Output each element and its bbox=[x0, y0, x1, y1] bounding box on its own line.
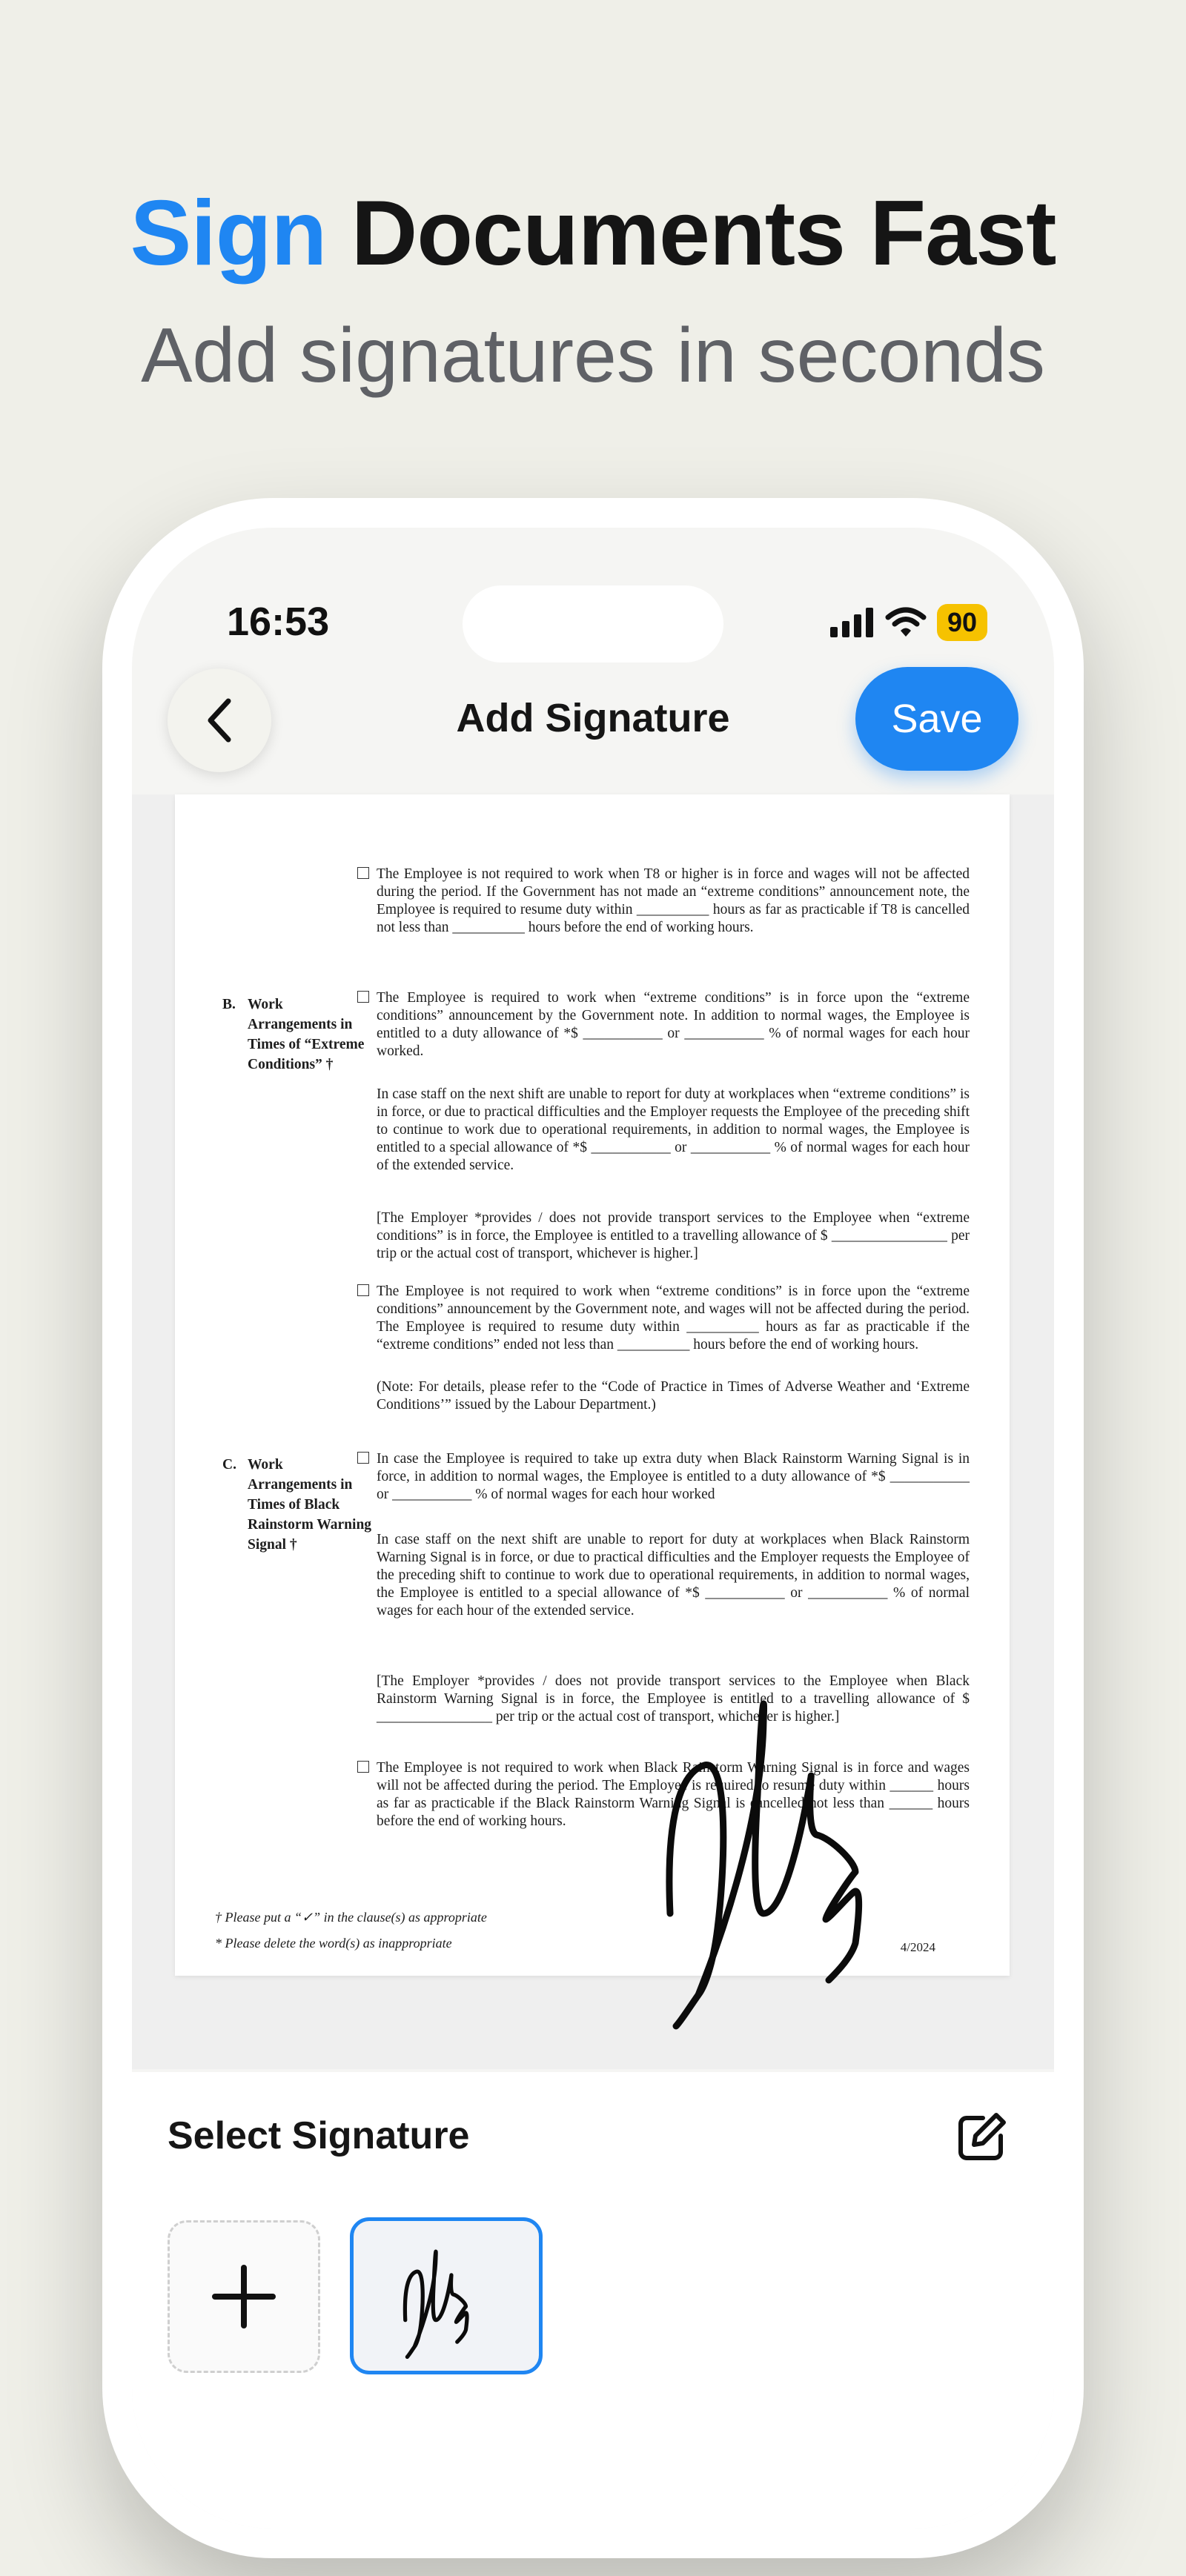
hero bbox=[0, 182, 1186, 400]
clause: [The Employer *provides / does not provide transport services to the Employee when Black Rainstorm Warning Signal is in force, the Employee is entitled to a travelling allowance of $ ________________ per trip or the actual cost of transport, whichever is higher.] bbox=[377, 1673, 970, 1724]
signal-icon bbox=[829, 608, 875, 637]
clause-checkbox bbox=[357, 867, 369, 879]
clause-checkbox bbox=[357, 1761, 369, 1773]
page-title: Add Signature bbox=[456, 696, 730, 740]
document-viewer[interactable] bbox=[132, 794, 1054, 2069]
plus-icon bbox=[211, 2263, 277, 2330]
signature-thumbnail-image bbox=[387, 2233, 506, 2359]
placed-signature[interactable] bbox=[636, 1647, 955, 2032]
clause: The Employee is not required to work when T8 or higher is in force and wages will not be affected during the period. If the Government has not made an “extreme conditions” announcement note, the Employee is required to resume duty within __________ hours as far as practicable if T8 is cancelled not less than __________ hours before the end of working hours. bbox=[377, 866, 970, 937]
nav-bar bbox=[132, 668, 1054, 772]
wifi-icon bbox=[885, 607, 927, 638]
status-icons bbox=[829, 600, 987, 645]
hero-subtitle: Add signatures in seconds bbox=[141, 313, 1045, 399]
status-time: 16:53 bbox=[227, 600, 330, 644]
clause: The Employee is not required to work when “extreme conditions” is in force upon the “extreme conditions” announcement by the Government note, and wages will not be affected during the period. The Employee is required to resume duty within __________ hours as far as practicable if the “extreme conditions” ended not less than __________ hours before the end of working hours. bbox=[377, 1283, 970, 1354]
clause: [The Employer *provides / does not provide transport services to the Employee when “extreme conditions” is in force, the Employee is entitled to a travelling allowance of $ ________________ per trip or the actual cost of transport, whichever is higher.] bbox=[377, 1210, 970, 1261]
clause-checkbox bbox=[357, 1284, 369, 1296]
footnote: † Please put a “✓” in the clause(s) as appropriate bbox=[215, 1910, 487, 1925]
footnote: * Please delete the word(s) as inappropriate bbox=[215, 1936, 452, 1951]
hero-title bbox=[0, 182, 1186, 285]
clause: (Note: For details, please refer to the “Code of Practice in Times of Adverse Weather and ‘Extreme Conditions’” issued by the Labour Department.) bbox=[377, 1379, 970, 1413]
signature-thumbnail-selected[interactable] bbox=[350, 2217, 543, 2374]
clause-checkbox bbox=[357, 991, 369, 1003]
battery-badge: 90 bbox=[937, 604, 987, 641]
hero-title-rest: Documents Fast bbox=[326, 182, 1056, 285]
clause: In case staff on the next shift are unable to report for duty at workplaces when “extreme conditions” is in force, or due to practical difficulties and the Employer requests the Employee of the preceding shift to continue to work due to operational requirements, in addition to normal wages, the Employee is entitled to a special allowance of *$ ___________ or ___________ % of normal wages for each hour of the extended service. bbox=[377, 1086, 970, 1173]
document-date: 4/2024 bbox=[900, 1940, 935, 1954]
status-bar bbox=[132, 594, 1054, 654]
clause-checkbox bbox=[357, 1452, 369, 1464]
save-button[interactable]: Save bbox=[855, 667, 1018, 771]
clause: The Employee is not required to work when Black Rainstorm Warning Signal is in force and wages will not be affected during the period. The Employee is required to resume duty within ______ hours as far as practicable if the Black Rainstorm Warning Signal is cancelled not less than ______ hours before the end of working hours. bbox=[377, 1759, 970, 1830]
section-label: C. Work Arrangements in Times of Black Rainstorm Warning Signal † bbox=[222, 1457, 372, 1553]
phone-frame bbox=[102, 498, 1084, 2558]
section-label: B. Work Arrangements in Times of “Extreme Conditions” † bbox=[222, 997, 365, 1072]
app-screen bbox=[132, 528, 1054, 2529]
clause: In case staff on the next shift are unable to report for duty at workplaces when Black Rainstorm Warning Signal is in force, or due to practical difficulties and the Employer requests the Employee of the preceding shift to continue to work due to operational requirements, in addition to normal wages, the Employee is entitled to a special allowance of *$ ___________ or ___________ % of normal wages for each hour of the extended service. bbox=[377, 1532, 970, 1619]
hero-title-accent: Sign bbox=[130, 182, 327, 285]
edit-icon[interactable] bbox=[953, 2109, 1010, 2165]
add-signature-button[interactable] bbox=[168, 2220, 320, 2373]
dynamic-island bbox=[463, 585, 723, 663]
signature-panel-title: Select Signature bbox=[168, 2114, 470, 2157]
signature-panel bbox=[132, 2072, 1054, 2529]
clause: The Employee is required to work when “extreme conditions” is in force upon the “extreme conditions” announcement by the Government note. In addition to normal wages, the Employee is entitled to a duty allowance of *$ ___________ or ___________ % of normal wages for each hour worked. bbox=[377, 989, 970, 1060]
clause: In case the Employee is required to take up extra duty when Black Rainstorm Warning Signal is in force, in addition to normal wages, the Employee is entitled to a duty allowance of *$ ___________ or ___________ % of normal wages for each hour worked bbox=[377, 1450, 970, 1504]
